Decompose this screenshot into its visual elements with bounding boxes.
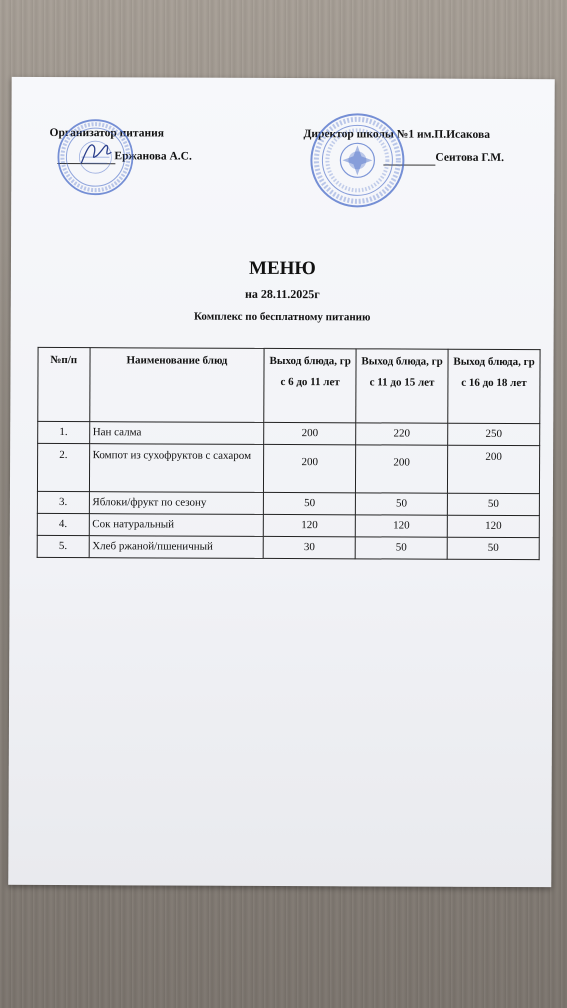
menu-subtitle: Комплекс по бесплатному питанию	[193, 310, 371, 324]
header-col2-age: с 11 до 15 лет	[369, 376, 435, 389]
row-value-col1: 200	[264, 444, 356, 492]
row-value-col1: 120	[263, 514, 355, 536]
row-value-col3: 250	[448, 423, 540, 445]
header-col1	[264, 348, 356, 422]
header-col2-label: Выход блюда, гр	[361, 355, 443, 368]
row-num: 2.	[37, 443, 89, 491]
header-col3	[448, 349, 540, 423]
row-value-col1: 30	[263, 536, 355, 558]
header-num	[38, 347, 90, 421]
organizer-name: Ержанова А.С.	[114, 150, 192, 163]
row-value-col2: 120	[355, 515, 447, 537]
header-col1-age: с 6 до 11 лет	[280, 375, 340, 389]
row-value-col3: 120	[447, 515, 539, 537]
row-num: 3.	[37, 491, 89, 513]
header-col1-label: Выход блюда, гр	[269, 354, 351, 368]
table-header-row	[38, 347, 540, 423]
row-value-col3: 50	[447, 493, 539, 515]
table-row	[37, 443, 539, 493]
row-value-col3: 200	[447, 445, 539, 493]
row-value-col1: 200	[264, 422, 356, 444]
row-dish: Хлеб ржаной/пшеничный	[89, 536, 264, 559]
row-num: 5.	[37, 535, 89, 557]
director-role: Директор школы №1 им.П.Исакова	[303, 128, 490, 141]
director-name: Сеитова Г.М.	[435, 151, 505, 164]
row-value-col2: 50	[355, 537, 447, 559]
row-value-col2: 200	[356, 445, 448, 493]
header-num-label: №п/п	[50, 353, 78, 367]
menu-table	[37, 347, 541, 560]
header-dish	[89, 348, 264, 423]
signature-icon	[77, 137, 117, 169]
row-dish: Яблоки/фрукт по сезону	[89, 492, 264, 515]
row-value-col3: 50	[447, 537, 539, 559]
document-page	[8, 77, 555, 887]
row-value-col2: 220	[356, 423, 448, 445]
row-num: 4.	[37, 513, 89, 535]
row-dish: Компот из сухофруктов с сахаром	[89, 444, 264, 493]
header-dish-label: Наименование блюд	[126, 354, 228, 367]
row-value-col2: 50	[355, 493, 447, 515]
header-col2	[356, 349, 448, 423]
table-row	[38, 421, 540, 445]
table-row	[37, 513, 539, 537]
row-dish: Сок натуральный	[89, 514, 264, 537]
table-row	[37, 535, 539, 559]
menu-date: на 28.11.2025г	[244, 286, 320, 302]
right-stamp-icon	[307, 110, 407, 210]
row-num: 1.	[38, 421, 90, 443]
table-row	[37, 491, 539, 515]
header-col3-age: с 16 до 18 лет	[461, 376, 527, 390]
page-title: МЕНЮ	[248, 257, 316, 280]
header-col3-label: Выход блюда, гр	[453, 355, 535, 369]
organizer-role: Организатор питания	[49, 126, 164, 140]
row-value-col1: 50	[264, 492, 356, 514]
row-dish: Нан салма	[89, 422, 264, 445]
